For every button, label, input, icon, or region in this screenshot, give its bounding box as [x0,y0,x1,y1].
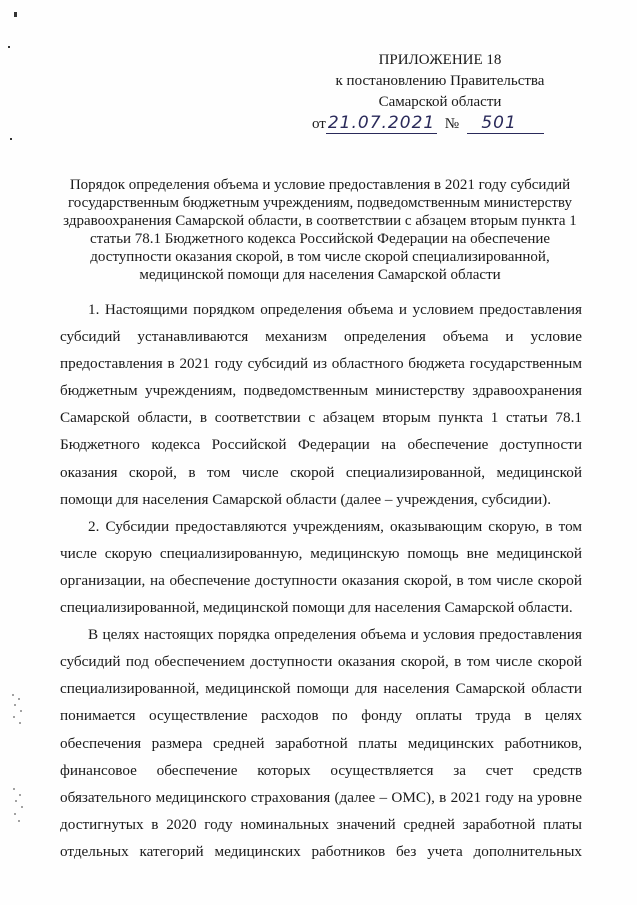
document-title [60,176,580,284]
body-line: специализированной, медицинской помощи для населения Самарской области [60,680,582,698]
scan-mark [14,12,17,17]
body-line: 2. Субсидии предоставляются учреждениям, оказывающим скорую, в том [88,517,582,535]
body-line: финансовое обеспечение которых осуществляется за счет средств [60,761,582,779]
title-line: здравоохранения Самарской области, в соответствии с абзацем вторым пункта 1 [63,213,577,229]
body-line: отдельных категорий медицинских работников без учета дополнительных [60,842,582,860]
body-line: В целях настоящих порядка определения объема и условия предоставления [88,626,582,644]
body-line: организации, на обеспечение доступности оказания скорой, в том числе скорой [60,571,582,589]
body-line: предоставления в 2021 году субсидий из областного бюджета государственным [60,355,582,373]
punch-hole-marks [10,786,28,826]
body-line: помощи для населения Самарской области (далее – учреждения, субсидии). [60,490,552,508]
paragraph-2 [60,513,582,621]
resolution-date-number [290,113,590,135]
body-line: числе скорую специализированную, медицинскую помощь вне медицинской [60,544,582,562]
handwritten-number: 501 [467,113,545,134]
from-label: от [312,116,326,132]
handwritten-date: 21.07.2021 [327,113,436,133]
appendix-region: Самарской области [378,94,502,110]
body-line: Самарской области, в соответствии с абзацем вторым пункта 1 статьи 78.1 [60,409,582,427]
title-line: медицинской помощи для населения Самарской области [139,267,501,283]
body-line: субсидий под обеспечением доступности оказания скорой, в том числе скорой [60,653,582,671]
body-line: специализированной, медицинской помощи для населения Самарской области. [60,599,573,617]
appendix-resolution: к постановлению Правительства [335,73,545,89]
scan-mark [8,46,10,48]
body-line: бюджетным учреждениям, подведомственным министерству здравоохранения [60,382,582,400]
body-line: субсидий устанавливаются механизм определения объема и условие [60,328,582,346]
number-label: № [444,116,460,132]
body-line: обязательного медицинского страхования (далее – ОМС), в 2021 году на уровне [60,788,582,806]
body-line: достигнутых в 2020 году номинальных значений средней заработной платы [60,815,582,833]
scan-mark [10,138,12,140]
body-line: оказания скорой, в том числе скорой специализированной, медицинской [60,463,582,481]
appendix-header [290,50,590,135]
body-line: 1. Настоящими порядком определения объема и условием предоставления [88,301,582,318]
body-line: понимается осуществление расходов по фонду оплаты труда в целях [60,707,582,725]
paragraph-1 [60,296,582,513]
appendix-title: ПРИЛОЖЕНИЕ 18 [378,52,502,68]
body-line: Бюджетного кодекса Российской Федерации на обеспечение доступности [60,436,582,454]
title-line: доступности оказания скорой, в том числе скорой специализированной, [90,249,550,265]
punch-hole-marks [10,692,28,732]
paragraph-3 [60,621,582,865]
title-line: Порядок определения объема и условие предоставления в 2021 году субсидий [69,177,571,193]
title-line: статьи 78.1 Бюджетного кодекса Российской Федерации на обеспечение [89,231,551,247]
title-line: государственным бюджетным учреждениям, подведомственным министерству [68,195,572,211]
document-body [60,296,582,865]
body-line: обеспечения размера средней заработной платы медицинских работников, [60,734,582,752]
